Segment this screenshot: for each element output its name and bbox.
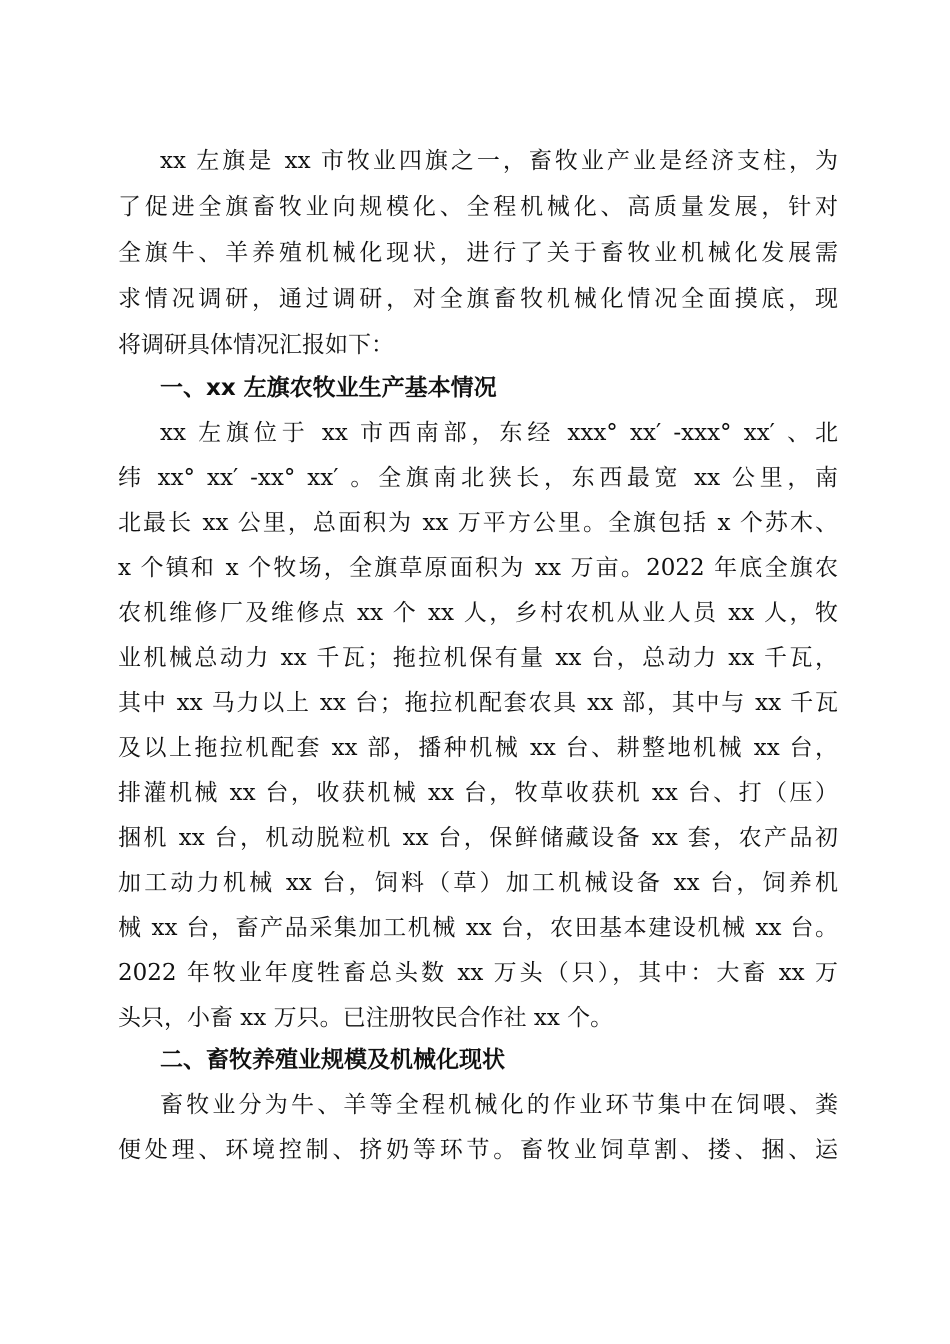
section-1-line-9: 排灌机械 xx 台，收获机械 xx 台，牧草收获机 xx 台、打（压） [118, 780, 838, 806]
section-2-heading: 二、畜牧养殖业规模及机械化现状 [160, 1047, 505, 1073]
section-1-line-4: x 个镇和 x 个牧场，全旗草原面积为 xx 万亩。2022 年底全旗农 [118, 555, 838, 581]
section-1-line-2: 纬 xx° xx′ -xx° xx′ 。全旗南北狭长，东西最宽 xx 公里，南 [118, 465, 838, 491]
section-1-line-5: 农机维修厂及维修点 xx 个 xx 人，乡村农机从业人员 xx 人，牧 [118, 600, 838, 626]
section-1-line-13: 2022 年牧业年度牲畜总头数 xx 万头（只），其中：大畜 xx 万 [118, 960, 838, 986]
section-1-line-14: 头只，小畜 xx 万只。已注册牧民合作社 xx 个。 [118, 1005, 614, 1031]
section-1-line-6: 业机械总动力 xx 千瓦；拖拉机保有量 xx 台，总动力 xx 千瓦， [118, 645, 838, 671]
section-1-line-10: 捆机 xx 台，机动脱粒机 xx 台，保鲜储藏设备 xx 套，农产品初 [118, 825, 838, 851]
section-1-line-3: 北最长 xx 公里，总面积为 xx 万平方公里。全旗包括 x 个苏木、 [118, 510, 838, 536]
section-1-heading: 一、xx 左旗农牧业生产基本情况 [160, 375, 497, 401]
section-2-line-1: 畜牧业分为牛、羊等全程机械化的作业环节集中在饲喂、粪 [160, 1092, 838, 1118]
intro-line-1: xx 左旗是 xx 市牧业四旗之一，畜牧业产业是经济支柱，为 [160, 148, 838, 174]
intro-line-4: 求情况调研，通过调研，对全旗畜牧机械化情况全面摸底，现 [118, 286, 838, 312]
section-1-line-11: 加工动力机械 xx 台，饲料（草）加工机械设备 xx 台，饲养机 [118, 870, 838, 896]
section-2-line-2: 便处理、环境控制、挤奶等环节。畜牧业饲草割、搂、捆、运 [118, 1137, 838, 1163]
intro-line-5: 将调研具体情况汇报如下： [118, 332, 394, 358]
section-1-line-8: 及以上拖拉机配套 xx 部，播种机械 xx 台、耕整地机械 xx 台， [118, 735, 838, 761]
intro-line-2: 了促进全旗畜牧业向规模化、全程机械化、高质量发展，针对 [118, 194, 838, 220]
section-1-line-12: 械 xx 台，畜产品采集加工机械 xx 台，农田基本建设机械 xx 台。 [118, 915, 838, 941]
section-1-line-1: xx 左旗位于 xx 市西南部，东经 xxx° xx′ -xxx° xx′ 、北 [160, 420, 838, 446]
section-1-line-7: 其中 xx 马力以上 xx 台；拖拉机配套农具 xx 部，其中与 xx 千瓦 [118, 690, 838, 716]
intro-line-3: 全旗牛、羊养殖机械化现状，进行了关于畜牧业机械化发展需 [118, 240, 838, 266]
